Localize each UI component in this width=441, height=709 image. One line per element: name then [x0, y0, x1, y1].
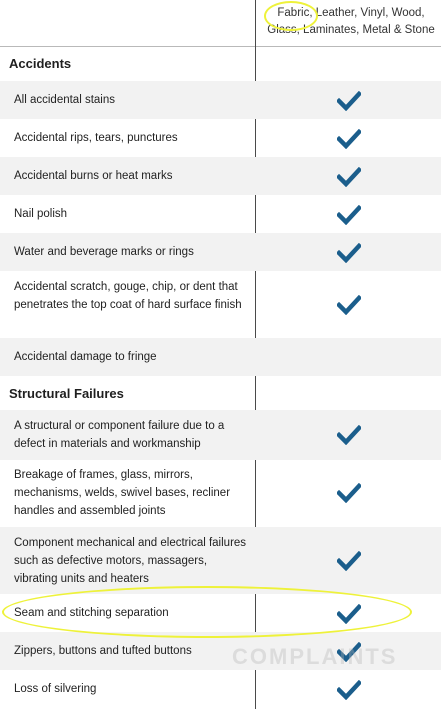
checkmark-icon: [337, 425, 361, 445]
table-row: [0, 195, 441, 233]
row-label: Zippers, buttons and tufted buttons: [14, 645, 192, 657]
checkmark-icon: [337, 680, 361, 700]
watermark: COMPLAINTS: [232, 644, 398, 669]
checkmark-icon: [337, 91, 361, 111]
checkmark-icon: [337, 551, 361, 571]
table-row: [0, 233, 441, 271]
table-row: [0, 632, 441, 670]
row-label: Nail polish: [14, 208, 68, 220]
row-label: Accidental damage to fringe: [14, 351, 157, 363]
table-row: [0, 119, 441, 157]
table-row: [0, 81, 441, 119]
checkmark-icon: [337, 642, 361, 662]
table-row: [0, 527, 441, 594]
row-label: Water and beverage marks or rings: [14, 246, 194, 258]
checkmark-icon: [337, 243, 361, 263]
table-row: [0, 594, 441, 632]
checkmark-icon: [337, 129, 361, 149]
checkmark-icon: [337, 295, 361, 315]
checkmark-icon: [337, 205, 361, 225]
row-label: Breakage of frames, glass, mirrors, mechanisms, welds, swivel bases, recliner handles and assembled joints: [14, 469, 231, 517]
checkmark-icon: [337, 167, 361, 187]
row-label: Loss of silvering: [14, 683, 97, 695]
checkmark-icon: [337, 483, 361, 503]
table-row: [0, 410, 441, 460]
table-row: [0, 157, 441, 195]
row-label: A structural or component failure due to a defect in materials and workmanship: [14, 420, 225, 450]
checkmark-icon: [337, 604, 361, 624]
section-heading-structural-failures: Structural Failures: [9, 386, 124, 401]
row-label: Accidental burns or heat marks: [14, 170, 173, 182]
row-label: Seam and stitching separation: [14, 607, 169, 619]
table-header: [0, 0, 441, 47]
row-label: Component mechanical and electrical failures such as defective motors, massagers, vibrating units and heaters: [14, 537, 247, 585]
table-row: [0, 460, 441, 527]
row-label: Accidental scratch, gouge, chip, or dent that penetrates the top coat of hard surface finish: [14, 281, 242, 311]
materials-column-header: Fabric, Leather, Vinyl, Wood, Glass, Laminates, Metal & Stone: [267, 7, 435, 36]
table-row: [0, 271, 441, 338]
table-row: [0, 338, 441, 376]
row-label: All accidental stains: [14, 94, 115, 106]
row-label: Accidental rips, tears, punctures: [14, 132, 178, 144]
section-heading-accidents: Accidents: [9, 56, 72, 71]
table-row: [0, 670, 441, 709]
